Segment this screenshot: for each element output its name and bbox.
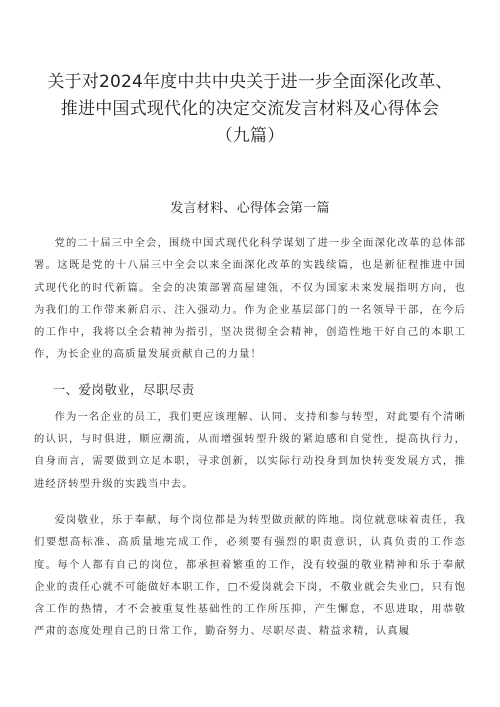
document-title (34, 0, 466, 150)
title-line-1: 关于对2024年度中共中央关于进一步全面深化改革、 (47, 72, 453, 92)
title-line-3: （九篇） (215, 126, 285, 146)
intro-paragraph: 党的二十届三中全会，围绕中国式现代化科学谋划了进一步全面深化改革的总体部署。这既是党的十八届三中全会以来全面深化改革的实践续篇，也是新征程推进中国式现代化的时代新篇。全会的决策部署高屋建瓴，不仅为国家未来发展指明方向，也为我们的工作带来新启示、注入强动力。作为企业基层部门的一名领导干部，在今后的工作中，我将以全会精神为指引，坚决贯彻全会精神，创造性地干好自己的本职工作，为长企业的高质量发展贡献自己的力量！ (34, 237, 466, 361)
subheading: 一、爱岗敬业，尽职尽责 (52, 381, 195, 397)
body-paragraph-2: 爱岗敬业，乐于奉献，每个岗位都是为转型做贡献的阵地。岗位就意味着责任，我们要想高标准、高质量地完成工作，必须要有强烈的职责意识，认真负责的工作态度。每个人都有自己的岗位，都承担着繁重的工作，没有较强的敬业精神和乐于奉献企业的责任心就不可能做好本职工作，□不爱岗就会下岗，不敬业就会失业□，只有饱含工作的热情，才不会被重复性基础性的工作所压抑，产生懈怠，不思进取，用恭敬严肃的态度处理自己的日常工作，勤奋努力、尽职尽责、精益求精，认真履 (34, 513, 466, 638)
title-line-2: 推进中国式现代化的决定交流发言材料及心得体会 (60, 99, 440, 119)
section-title: 发言材料、心得体会第一篇 (170, 201, 330, 216)
body-paragraph-1: 作为一名企业的员工，我们更应该理解、认同、支持和参与转型，对此要有个清晰的认识，与时俱进，顺应潮流，从而增强转型升级的紧迫感和自觉性，提高执行力，自身而言，需要做到立足本职，寻求创新，以实际行动投身到加快转变发展方式，推进经济转型升级的实践当中去。 (34, 410, 466, 490)
